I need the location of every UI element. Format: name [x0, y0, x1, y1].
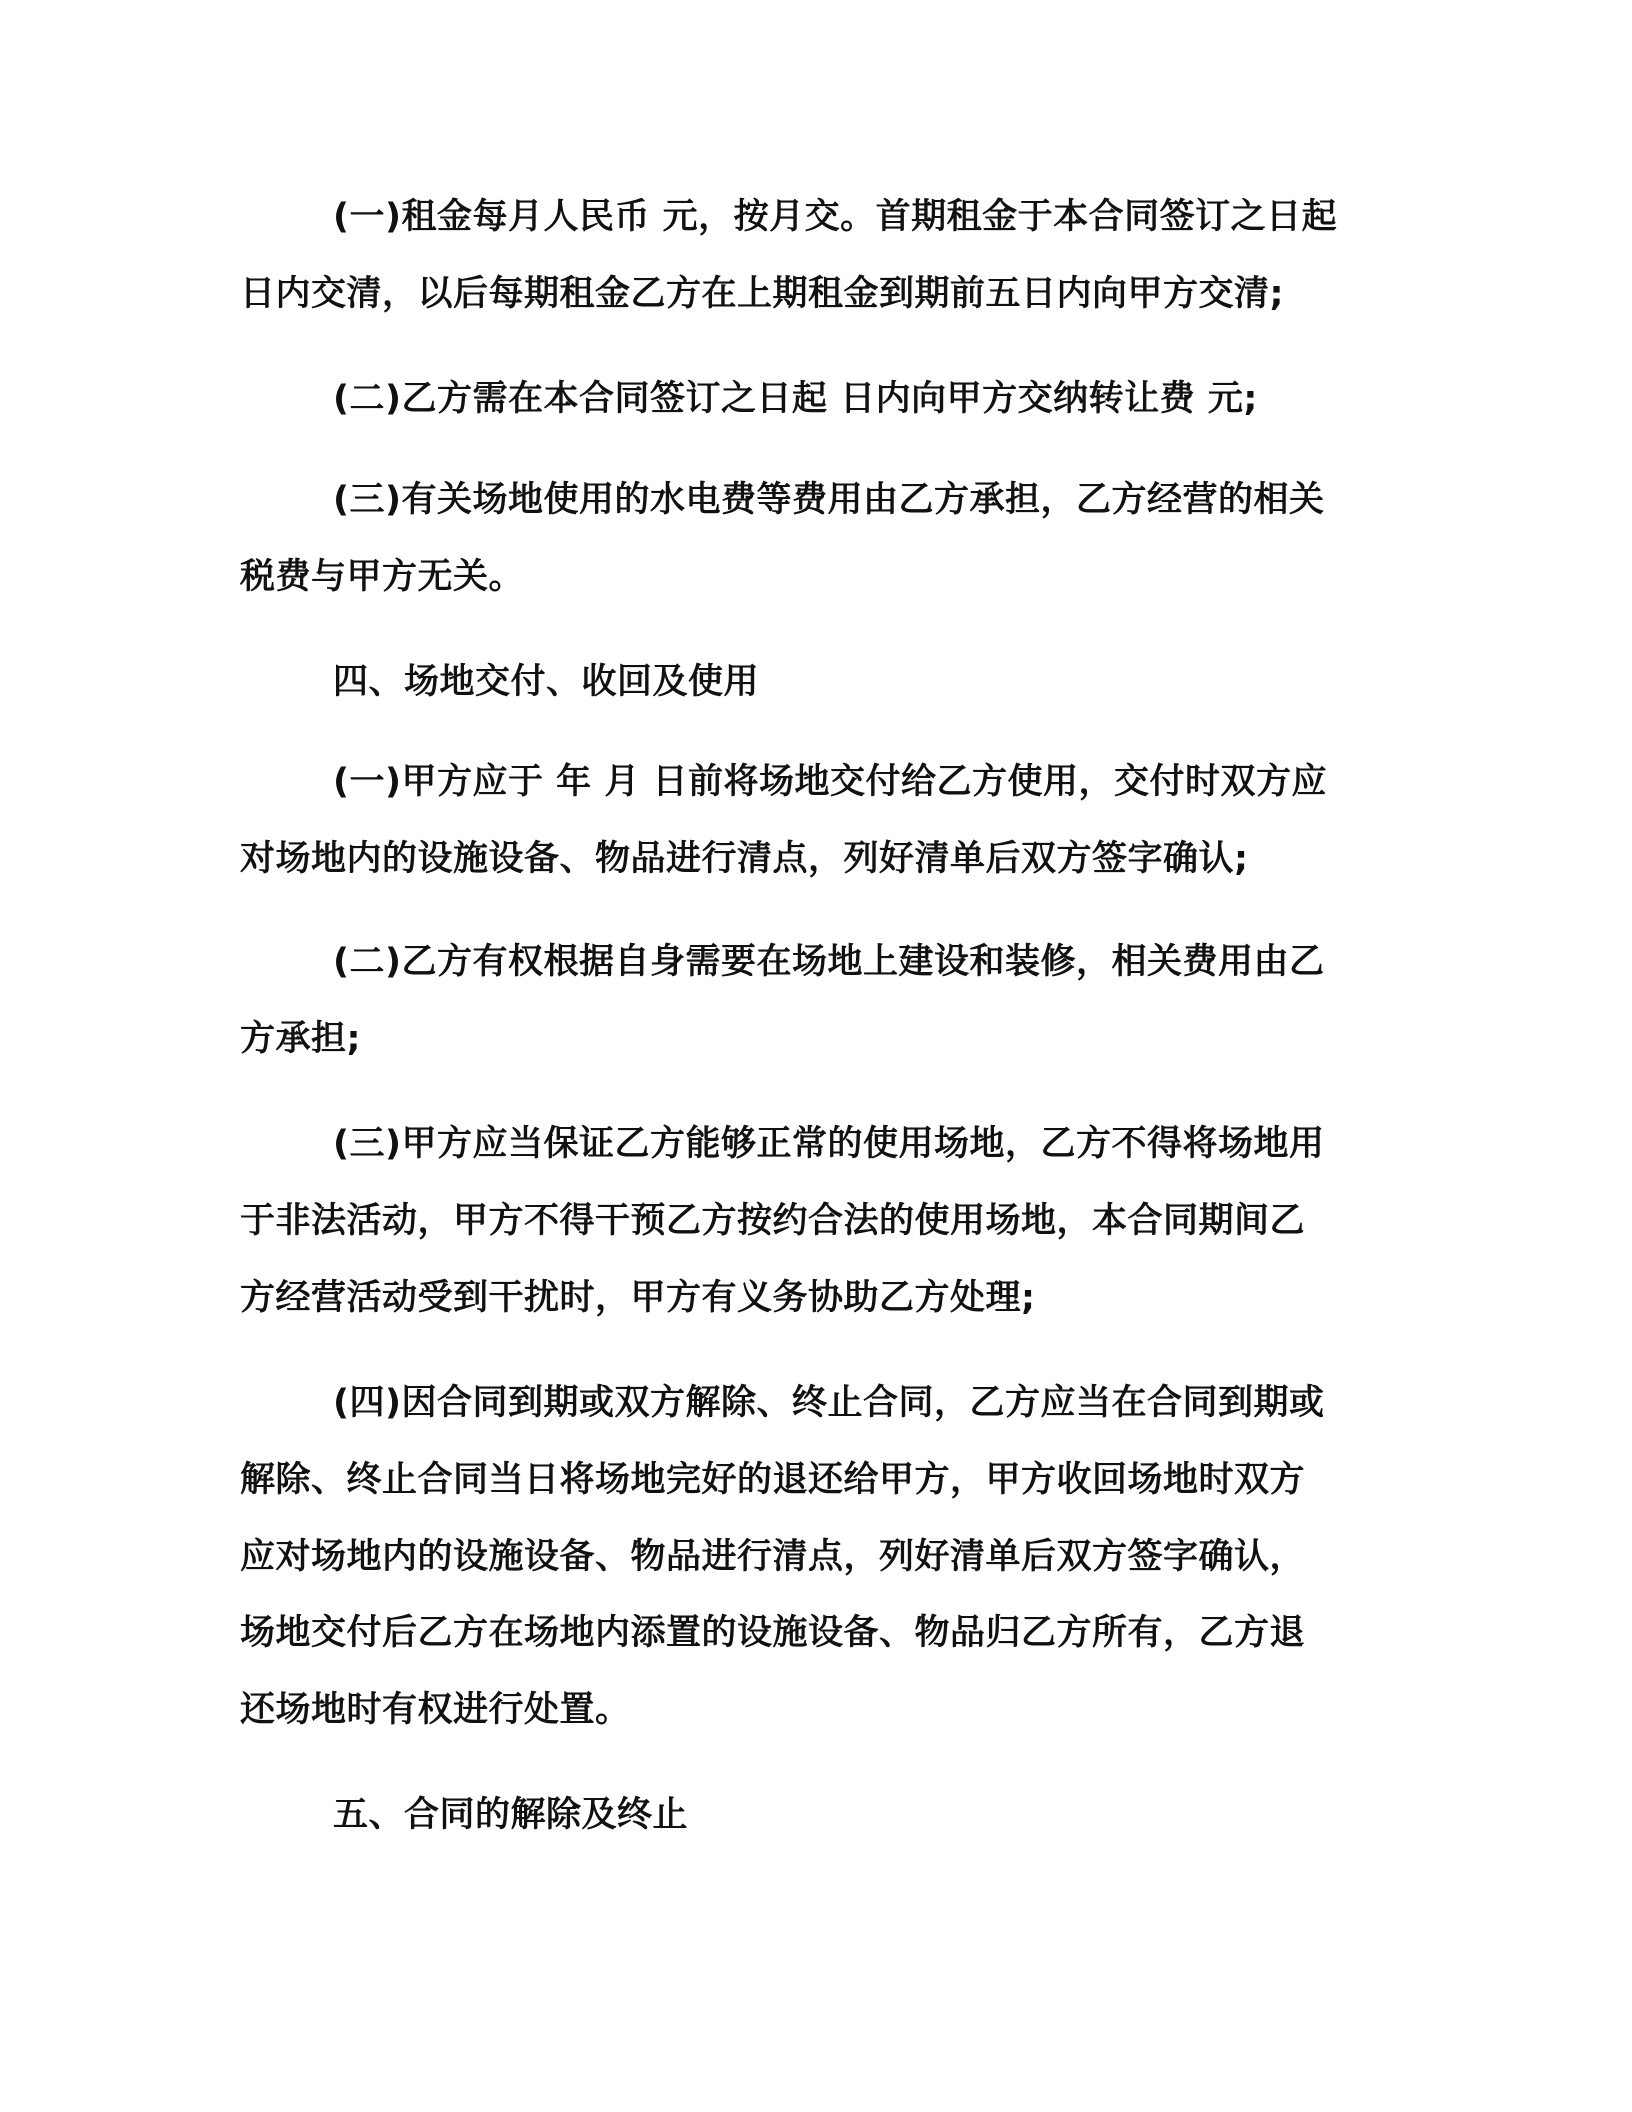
paragraph-line: (一)租金每月人民币 元，按月交。首期租金于本合同签订之日起 — [333, 197, 1338, 237]
paragraph-line: (三)有关场地使用的水电费等费用由乙方承担，乙方经营的相关 — [333, 480, 1325, 520]
paragraph-line: 方经营活动受到干扰时，甲方有义务协助乙方处理; — [240, 1278, 1036, 1318]
paragraph-line: (二)乙方有权根据自身需要在场地上建设和装修，相关费用由乙 — [333, 942, 1325, 982]
paragraph-line: 方承担; — [240, 1019, 361, 1059]
paragraph-line: 场地交付后乙方在场地内添置的设施设备、物品归乙方所有，乙方退 — [240, 1613, 1306, 1653]
paragraph-line: (三)甲方应当保证乙方能够正常的使用场地，乙方不得将场地用 — [333, 1124, 1325, 1164]
paragraph-line: 还场地时有权进行处置。 — [240, 1690, 631, 1730]
paragraph-line: 应对场地内的设施设备、物品进行清点，列好清单后双方签字确认， — [240, 1537, 1306, 1577]
paragraph-line: (二)乙方需在本合同签订之日起 日内向甲方交纳转让费 元; — [333, 379, 1258, 419]
section-heading: 五、合同的解除及终止 — [333, 1795, 689, 1835]
section-heading: 四、场地交付、收回及使用 — [333, 662, 760, 702]
paragraph-line: (一)甲方应于 年 月 日前将场地交付给乙方使用，交付时双方应 — [333, 762, 1328, 802]
paragraph-line: 税费与甲方无关。 — [240, 557, 525, 597]
paragraph-line: 日内交清，以后每期租金乙方在上期租金到期前五日内向甲方交清; — [240, 274, 1284, 314]
paragraph-line: 对场地内的设施设备、物品进行清点，列好清单后双方签字确认; — [240, 839, 1249, 879]
paragraph-line: 于非法活动，甲方不得干预乙方按约合法的使用场地，本合同期间乙 — [240, 1201, 1306, 1241]
paragraph-line: (四)因合同到期或双方解除、终止合同，乙方应当在合同到期或 — [333, 1383, 1325, 1423]
paragraph-line: 解除、终止合同当日将场地完好的退还给甲方，甲方收回场地时双方 — [240, 1460, 1306, 1500]
